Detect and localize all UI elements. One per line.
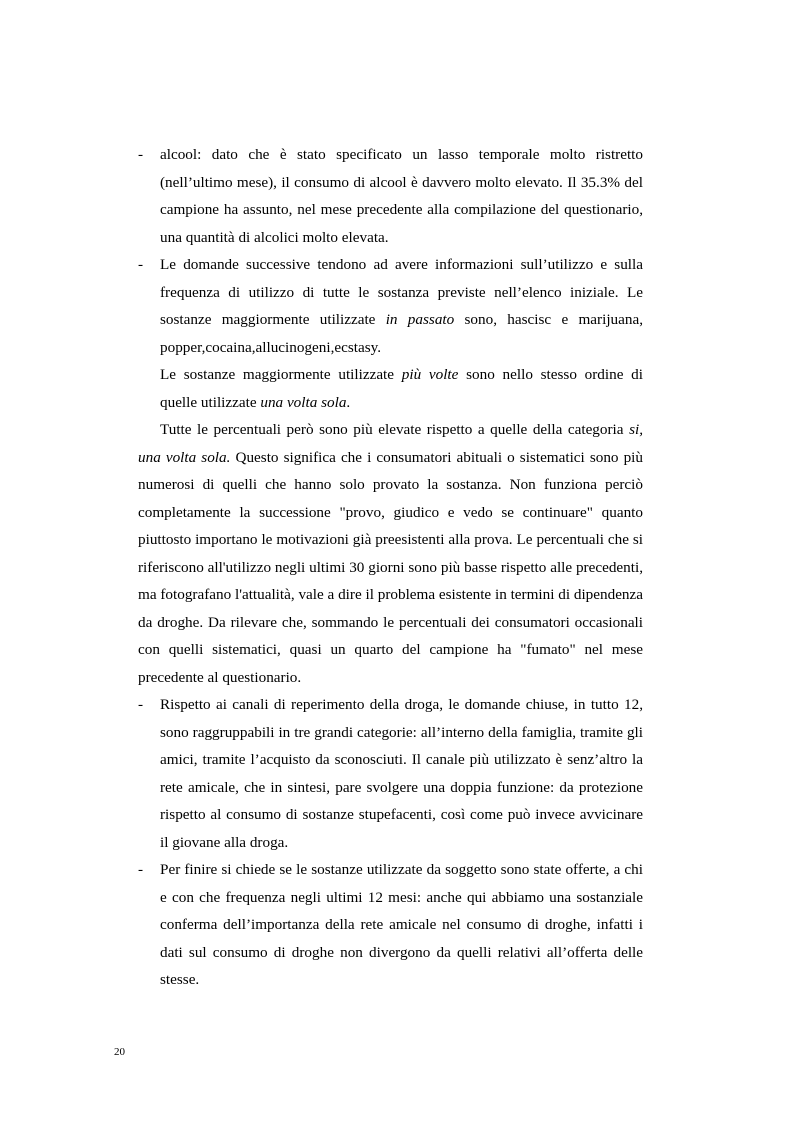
domande-p1-text-a: Le domande successive tendono ad avere informazioni sull’utilizzo e sulla frequenza di utilizzo di tutte le sostanza previste nell’elenco iniziale. Le sostanze maggiormente utilizzate <box>160 256 643 328</box>
bullet-dash: - <box>138 861 144 878</box>
list-item-canali <box>138 691 643 856</box>
percentuali-text-a: Tutte le percentuali però sono più elevate rispetto a quelle della categoria <box>160 421 630 438</box>
page-content <box>138 141 643 994</box>
percentuali-emphasis: si, una volta sola. <box>138 421 643 466</box>
list-item-alcool <box>138 141 643 251</box>
domande-p2-emphasis-2: una volta sola <box>260 393 347 411</box>
domande-p2-text-c: . <box>346 393 351 411</box>
bullet-dash: - <box>138 696 144 713</box>
domande-p2-text-a: Le sostanze maggiormente utilizzate <box>160 366 402 383</box>
page-number: 20 <box>114 1046 125 1058</box>
domande-paragraph-1 <box>160 251 643 361</box>
bullet-dash: - <box>138 146 144 163</box>
alcool-text: alcool: dato che è stato specificato un lasso temporale molto ristretto (nell’ultimo mese), il consumo di alcool è davvero molto elevato. Il 35.3% del campione ha assunto, nel mese precedente alla compilazione del questionario, una quantità di alcolici molto elevata. <box>160 146 643 246</box>
domande-p2-emphasis: più volte <box>401 366 459 383</box>
list-item-offerte <box>138 856 643 994</box>
list-item-domande <box>138 251 643 416</box>
bullet-dash: - <box>138 256 144 273</box>
domande-p2-text-b: sono nello stesso ordine di quelle utilizzate <box>160 366 643 411</box>
percentuali-text-b: Questo significa che i consumatori abituali o sistematici sono più numerosi di quelli che hanno solo provato la sostanza. Non funziona perciò completamente la successione "provo, giudico e vedo se continuare" quanto piuttosto importano le motivazioni già preesistenti alla prova. Le percentuali che si riferiscono all'utilizzo negli ultimi 30 giorni sono più basse rispetto alle precedenti, ma fotografano l'attualità, vale a dire il problema esistente in termini di dipendenza da droghe. Da rilevare che, sommando le percentuali dei consumatori occasionali con quelli sistematici, quasi un quarto del campione ha "fumato" nel mese precedente al questionario. <box>138 448 644 686</box>
offerte-text: Per finire si chiede se le sostanze utilizzate da soggetto sono state offerte, a chi e con che frequenza negli ultimi 12 mesi: anche qui abbiamo una sostanziale conferma dell’importanza della rete amicale nel consumo di droghe, infatti i dati sul consumo di droghe non divergono da quelli relativi all’offerta delle stesse. <box>160 861 643 988</box>
domande-p1-emphasis: in passato <box>385 311 455 328</box>
percentuali-paragraph <box>138 416 643 691</box>
domande-p1-text-b: sono, hascisc e marijuana, popper,cocaina,allucinogeni,ecstasy. <box>160 311 644 356</box>
canali-text: Rispetto ai canali di reperimento della droga, le domande chiuse, in tutto 12, sono raggruppabili in tre grandi categorie: all’interno della famiglia, tramite gli amici, tramite l’acquisto da sconosciuti. Il canale più utilizzato è senz’altro la rete amicale, che in sintesi, pare svolgere una doppia funzione: da protezione rispetto al consumo di sostanze stupefacenti, così come può invece avvicinare il giovane alla droga. <box>160 696 643 851</box>
domande-paragraph-2 <box>160 361 643 416</box>
